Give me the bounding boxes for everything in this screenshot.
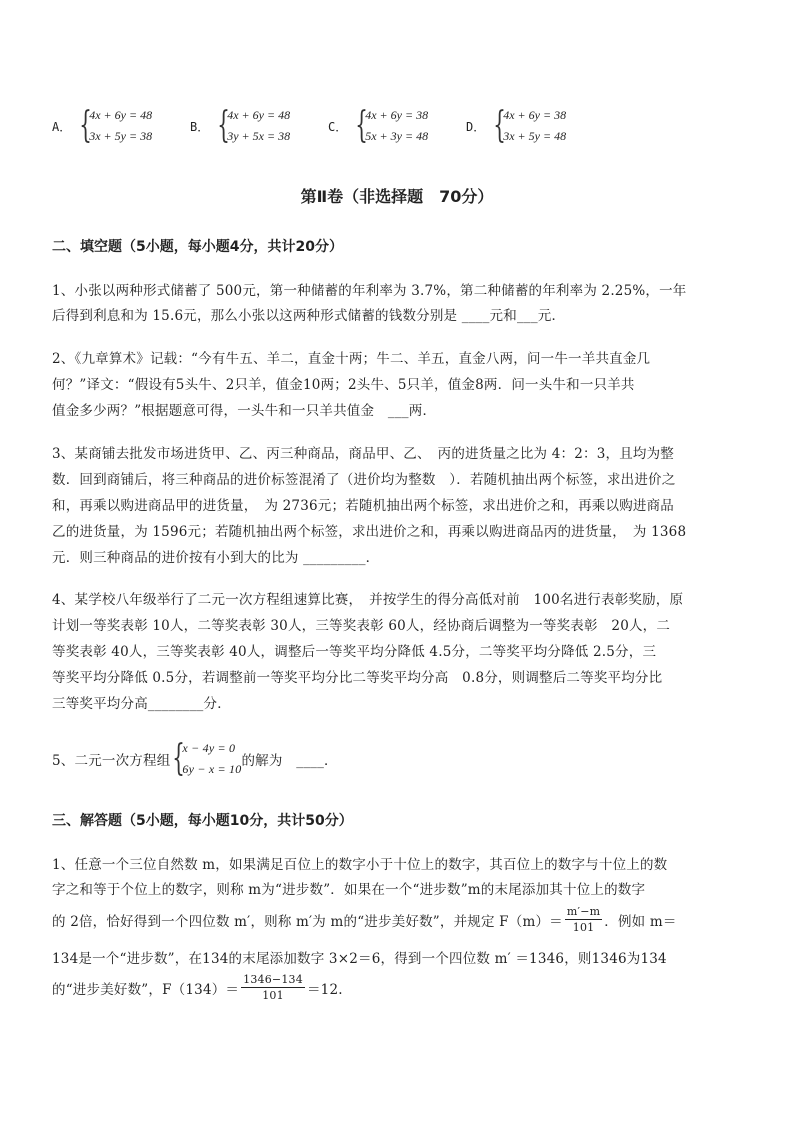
equation-system (503, 105, 566, 147)
question-line: 3、某商铺去批发市场进货甲、乙、丙三种商品，商品甲、乙、 丙的进货量之比为 4：2：3，且均为整 (52, 446, 674, 462)
equation: 4x + 6y = 38 (503, 108, 567, 122)
equation: 4x + 6y = 38 (365, 108, 429, 122)
brace-icon: { (493, 105, 507, 146)
fraction (565, 904, 602, 935)
fraction-numerator: m′−m (566, 905, 601, 918)
question-line: 后得到利息和为 15.6元，那么小张以这两种形式储蓄的钱数分别是 ____元和___元． (52, 308, 566, 324)
part-title: 第Ⅱ卷（非选择题 70分） (300, 187, 494, 206)
option-label: C． (328, 119, 348, 134)
question-text: 的解为 ____． (241, 753, 338, 769)
equation: 3y + 5x = 38 (227, 129, 291, 143)
brace-icon: { (355, 105, 369, 146)
question-5 (52, 738, 338, 780)
question-line: 计划一等奖表彰 10人，二等奖表彰 30人，三等奖表彰 60人，经协商后调整为一等奖表彰 20人，二 (52, 618, 671, 634)
option-d[interactable] (466, 105, 566, 147)
question-line: 4、某学校八年级举行了二元一次方程组速算比赛， 并按学生的得分高低对前 100名进行表彰奖励，原 (52, 592, 684, 608)
question-text: ．例如 m＝ (604, 913, 677, 930)
question-line: 等奖表彰 40人，三等奖表彰 40人，调整后一等奖平均分降低 4.5分，二等奖平均分降低 2.5分，三 (52, 644, 657, 660)
equation: 6y − x = 10 (182, 762, 242, 776)
section-heading: 二、填空题（5小题，每小题4分，共计20分） (52, 239, 343, 255)
equation-system (365, 105, 428, 147)
equation: 3x + 5y = 38 (89, 129, 153, 143)
option-label: D． (466, 119, 486, 134)
brace-icon: { (172, 738, 186, 779)
question-line: 等奖平均分降低 0.5分，若调整前一等奖平均分比二等奖平均分高 0.8分，则调整后二等奖平均分比 (52, 670, 663, 686)
equation: 5x + 3y = 48 (365, 129, 429, 143)
question-line (52, 904, 677, 935)
question-line: 值金多少两？”根据题意可得，一头牛和一只羊共值金 ___两． (52, 403, 437, 419)
equation-system (89, 105, 152, 147)
option-label: B． (190, 119, 210, 134)
fraction-numerator: 1346−134 (243, 973, 303, 986)
fraction-denominator: 101 (262, 989, 284, 1002)
equation: 4x + 6y = 48 (89, 108, 153, 122)
question-line: 和，再乘以购进商品甲的进货量， 为 2736元；若随机抽出两个标签，求出进价之和，再乘以购进商品 (52, 498, 674, 514)
section-heading: 三、解答题（5小题，每小题10分，共计50分） (52, 813, 353, 829)
equation-system (227, 105, 290, 147)
brace-icon: { (79, 105, 93, 146)
question-text: 5、二元一次方程组 (52, 753, 171, 769)
question-text: ＝12. (306, 981, 343, 998)
equation: x − 4y = 0 (182, 741, 236, 755)
option-b[interactable] (190, 105, 290, 147)
question-line: 134是一个“进步数”，在134的末尾添加数字 3×2＝6，得到一个四位数 m′ ＝1346，则1346为134 (52, 951, 667, 967)
question-line: 三等奖平均分高________分． (52, 696, 231, 712)
equation: 4x + 6y = 48 (227, 108, 291, 122)
question-line: 1、小张以两种形式储蓄了 500元，第一种储蓄的年利率为 3.7%，第二种储蓄的年利率为 2.25%，一年 (52, 283, 687, 299)
question-line: 何？”译文：“假设有5头牛、2只羊，值金10两；2头牛、5只羊，值金8两．问一头牛和一只羊共 (52, 377, 635, 393)
question-text: 的 2倍，恰好得到一个四位数 m′，则称 m′为 m的“进步美好数”，并规定 F（m）＝ (52, 913, 563, 930)
question-line: 元．则三种商品的进价按有小到大的比为 _________． (52, 550, 380, 566)
brace-icon: { (217, 105, 231, 146)
option-c[interactable] (328, 105, 428, 147)
option-label: A． (52, 119, 72, 134)
fraction-denominator: 101 (572, 921, 595, 934)
question-line (52, 972, 343, 1003)
equation: 3x + 5y = 48 (503, 129, 567, 143)
question-line: 数．回到商铺后，将三种商品的进价标签混淆了（进价均为整数 ）．若随机抽出两个标签，求出进价之 (52, 472, 676, 488)
question-line: 1、任意一个三位自然数 m，如果满足百位上的数字小于十位上的数字，其百位上的数字与十位上的数 (52, 857, 668, 873)
question-line: 字之和等于个位上的数字，则称 m为“进步数”．如果在一个“进步数”m的末尾添加其十位上的数字 (52, 882, 646, 898)
equation-system (182, 738, 241, 780)
question-text: 的“进步美好数”，F（134）＝ (52, 981, 240, 998)
fraction (241, 972, 305, 1003)
question-line: 乙的进货量，为 1596元；若随机抽出两个标签，求出进价之和，再乘以购进商品丙的进货量， 为 1368 (52, 524, 687, 540)
option-a[interactable] (52, 105, 152, 147)
question-line: 2、《九章算术》记载：“今有牛五、羊二，直金十两；牛二、羊五，直金八两，问一牛一羊共直金几 (52, 351, 651, 367)
